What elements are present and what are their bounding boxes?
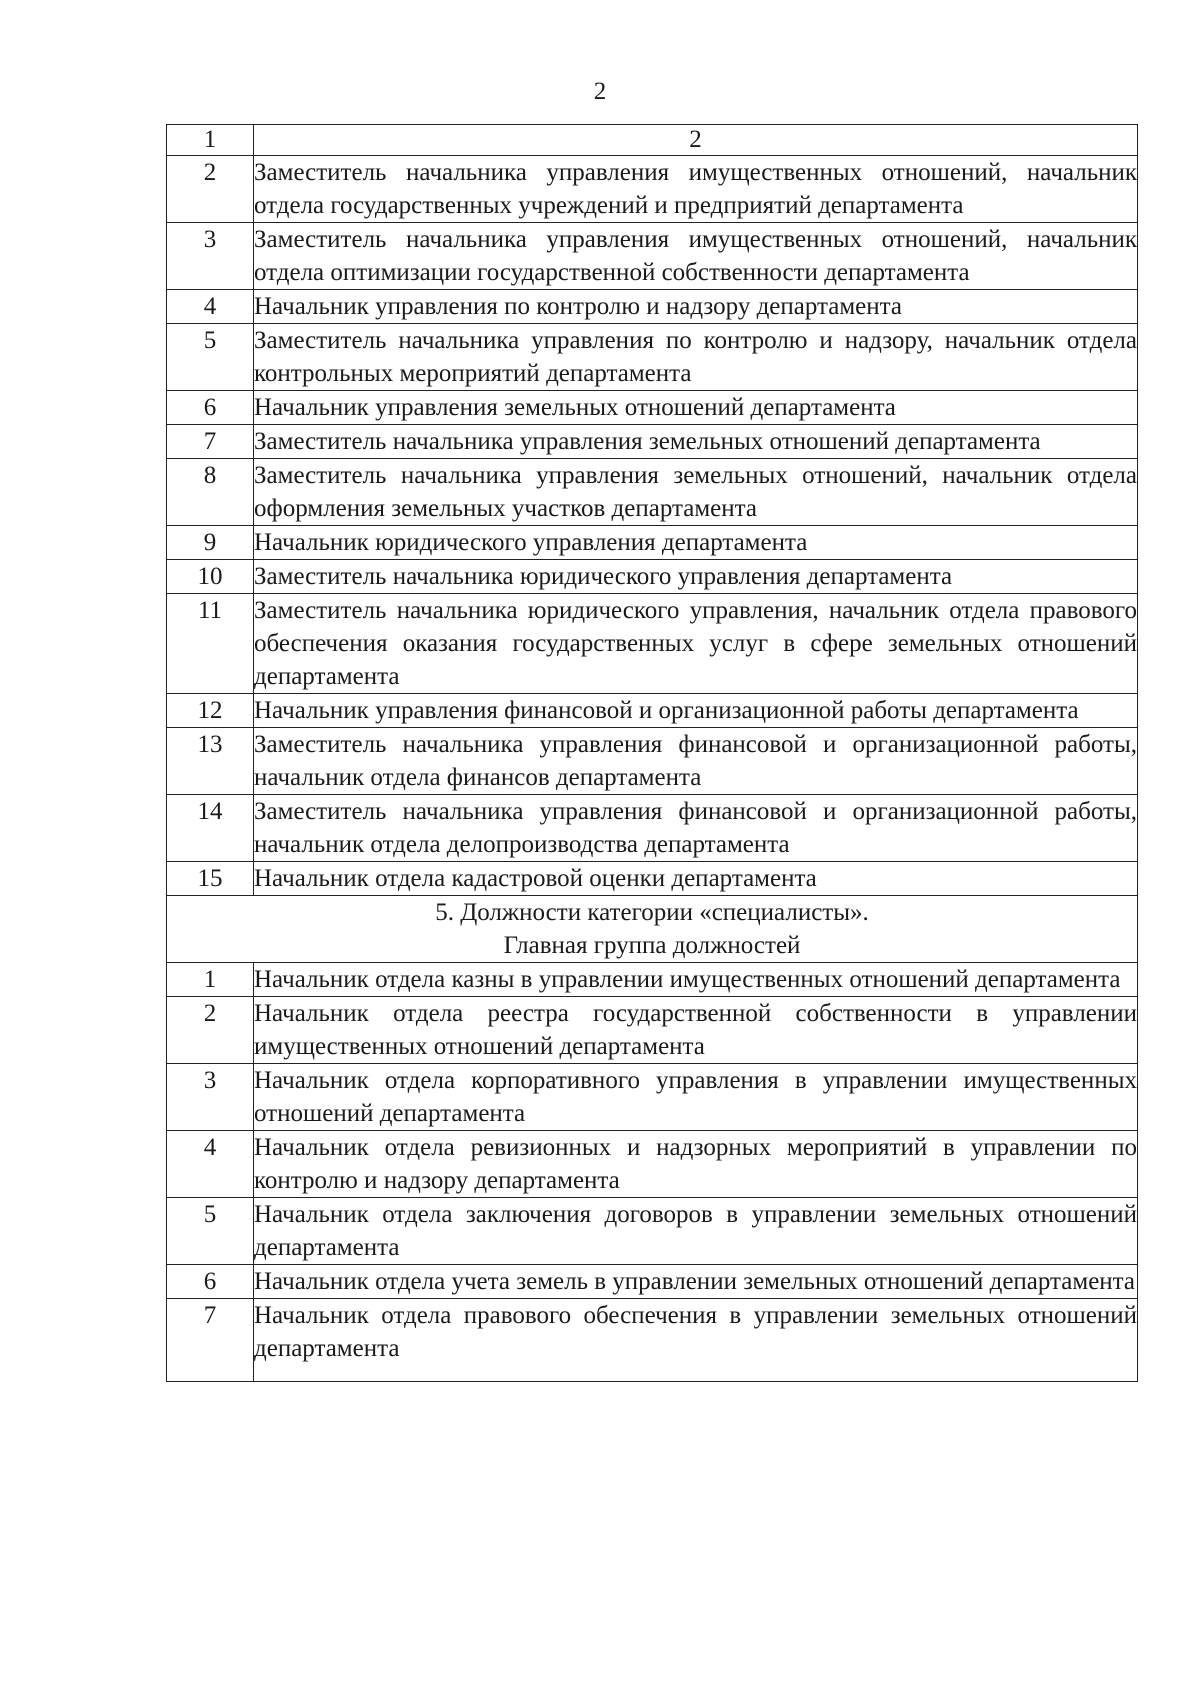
row-text: Заместитель начальника управления имущественных отношений, начальник отдела государственных учреждений и предприятий департамента xyxy=(254,156,1138,223)
table-row xyxy=(167,560,1138,594)
table-row xyxy=(167,594,1138,694)
row-number: 6 xyxy=(167,391,254,425)
row-number: 10 xyxy=(167,560,254,594)
row-text: Заместитель начальника управления по контролю и надзору, начальник отдела контрольных мероприятий департамента xyxy=(254,324,1138,391)
row-text: Заместитель начальника управления финансовой и организационной работы, начальник отдела финансов департамента xyxy=(254,728,1138,795)
row-number: 15 xyxy=(167,862,254,896)
row-number: 3 xyxy=(167,223,254,290)
table-row xyxy=(167,223,1138,290)
table-row xyxy=(167,1131,1138,1198)
row-number: 5 xyxy=(167,324,254,391)
row-text: Начальник отдела казны в управлении имущественных отношений департамента xyxy=(254,963,1138,997)
row-number: 2 xyxy=(167,997,254,1064)
table-row xyxy=(167,526,1138,560)
row-number: 8 xyxy=(167,459,254,526)
row-text: Начальник отдела правового обеспечения в управлении земельных отношений департамента xyxy=(254,1299,1138,1382)
header-col-1: 1 xyxy=(167,125,254,156)
row-text: Начальник управления земельных отношений департамента xyxy=(254,391,1138,425)
row-text: Заместитель начальника управления земельных отношений, начальник отдела оформления земельных участков департамента xyxy=(254,459,1138,526)
row-number: 14 xyxy=(167,795,254,862)
table-row xyxy=(167,694,1138,728)
table-row xyxy=(167,1064,1138,1131)
row-number: 6 xyxy=(167,1265,254,1299)
table-row xyxy=(167,795,1138,862)
row-text: Начальник управления по контролю и надзору департамента xyxy=(254,290,1138,324)
row-number: 11 xyxy=(167,594,254,694)
table-row xyxy=(167,1265,1138,1299)
row-number: 3 xyxy=(167,1064,254,1131)
row-text: Начальник отдела кадастровой оценки департамента xyxy=(254,862,1138,896)
table-row xyxy=(167,156,1138,223)
table-row xyxy=(167,425,1138,459)
row-text: Начальник юридического управления департамента xyxy=(254,526,1138,560)
section-subtitle: Главная группа должностей xyxy=(503,932,801,959)
table-row xyxy=(167,963,1138,997)
table-row xyxy=(167,459,1138,526)
row-number: 4 xyxy=(167,290,254,324)
row-number: 13 xyxy=(167,728,254,795)
section-header xyxy=(167,896,1138,963)
row-number: 2 xyxy=(167,156,254,223)
section-title: 5. Должности категории «специалисты». xyxy=(435,899,869,926)
row-text: Заместитель начальника управления имущественных отношений, начальник отдела оптимизации государственной собственности департамента xyxy=(254,223,1138,290)
row-text: Заместитель начальника юридического управления департамента xyxy=(254,560,1138,594)
row-number: 7 xyxy=(167,1299,254,1382)
row-text: Начальник отдела ревизионных и надзорных мероприятий в управлении по контролю и надзору департамента xyxy=(254,1131,1138,1198)
table-header-row xyxy=(167,125,1138,156)
page-number: 2 xyxy=(593,78,607,105)
row-text: Начальник отдела реестра государственной собственности в управлении имущественных отношений департамента xyxy=(254,997,1138,1064)
row-text: Заместитель начальника управления финансовой и организационной работы, начальник отдела делопроизводства департамента xyxy=(254,795,1138,862)
positions-table xyxy=(166,124,1138,1382)
row-text: Начальник отдела корпоративного управления в управлении имущественных отношений департамента xyxy=(254,1064,1138,1131)
table-row xyxy=(167,324,1138,391)
table-row xyxy=(167,391,1138,425)
header-col-2: 2 xyxy=(254,125,1138,156)
table-row xyxy=(167,997,1138,1064)
table-row xyxy=(167,728,1138,795)
table-row xyxy=(167,1198,1138,1265)
section-header-row xyxy=(167,896,1138,963)
row-number: 4 xyxy=(167,1131,254,1198)
row-text: Заместитель начальника управления земельных отношений департамента xyxy=(254,425,1138,459)
row-text: Начальник отдела учета земель в управлении земельных отношений департамента xyxy=(254,1265,1138,1299)
row-number: 1 xyxy=(167,963,254,997)
row-text: Заместитель начальника юридического управления, начальник отдела правового обеспечения оказания государственных услуг в сфере земельных отношений департамента xyxy=(254,594,1138,694)
row-number: 12 xyxy=(167,694,254,728)
table-row xyxy=(167,290,1138,324)
table-row xyxy=(167,1299,1138,1382)
row-number: 7 xyxy=(167,425,254,459)
row-text: Начальник управления финансовой и организационной работы департамента xyxy=(254,694,1138,728)
table-row xyxy=(167,862,1138,896)
row-text: Начальник отдела заключения договоров в управлении земельных отношений департамента xyxy=(254,1198,1138,1265)
row-number: 9 xyxy=(167,526,254,560)
row-number: 5 xyxy=(167,1198,254,1265)
